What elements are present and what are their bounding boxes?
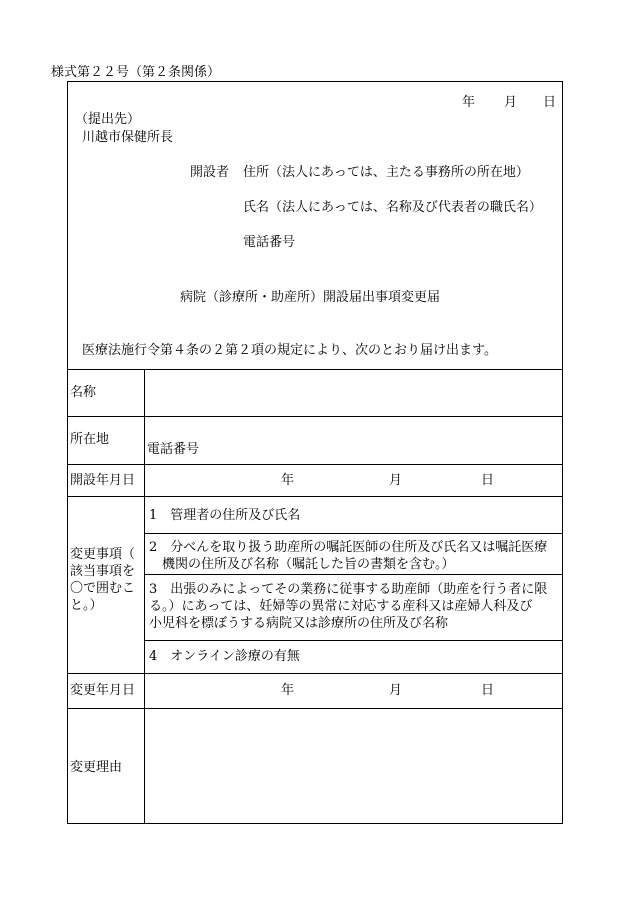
change-day-label: 日 <box>481 683 495 698</box>
phone-label: 電話番号 <box>243 235 296 250</box>
name-row-label: 名称 <box>70 385 97 400</box>
applicant-label: 開設者 <box>190 165 230 180</box>
change-item-text: る。）にあっては、妊婦等の異常に対応する産科又は産婦人科及び <box>149 599 533 614</box>
row-divider <box>67 416 563 417</box>
row-divider <box>67 708 563 709</box>
change-items-label-line: 変更事項（ <box>70 547 136 562</box>
change-item-text: 小児科を標ぼうする病院又は診療所の住所及び名称 <box>149 616 449 631</box>
change-year-label: 年 <box>281 683 295 698</box>
change-item-text: 2 分べんを取り扱う助産所の嘱託医師の住所及び氏名又は嘱託医療 <box>149 540 548 555</box>
change-item-text: 1 管理者の住所及び氏名 <box>149 508 301 523</box>
date-year-label: 年 <box>462 95 476 110</box>
date-day-label: 日 <box>543 95 557 110</box>
location-row-label: 所在地 <box>70 432 110 447</box>
date-month-label: 月 <box>504 95 518 110</box>
sub-row-divider <box>144 640 563 641</box>
label-column-divider <box>144 369 145 824</box>
location-phone-label: 電話番号 <box>147 442 200 457</box>
change-date-label: 変更年月日 <box>70 683 136 698</box>
change-items-label-line: 〇で囲むこ <box>70 581 136 596</box>
sub-row-divider <box>144 533 563 534</box>
change-items-label-line: 該当事項を <box>70 564 136 579</box>
form-title: 病院（診療所・助産所）開設届出事項変更届 <box>180 290 441 305</box>
change-item-1[interactable] <box>149 507 300 524</box>
sub-row-divider <box>144 574 563 575</box>
row-divider <box>67 496 563 497</box>
form-frame <box>67 81 563 824</box>
opening-year-label: 年 <box>281 473 295 488</box>
opening-date-label: 開設年月日 <box>70 473 136 488</box>
change-item-text: 3 出張のみによってその業務に従事する助産師（助産を行う者に限 <box>149 582 548 597</box>
change-item-text: 機関の住所及び名称（嘱託した旨の書類を含む。） <box>149 557 455 572</box>
row-divider <box>67 464 563 465</box>
name-label: 氏名（法人にあっては、名称及び代表者の職氏名） <box>243 200 542 215</box>
change-item-text: 4 オンライン診療の有無 <box>149 649 300 664</box>
table-top-line <box>67 369 563 370</box>
form-number: 様式第２２号（第２条関係） <box>51 65 221 80</box>
change-item-4[interactable] <box>149 648 300 665</box>
change-item-2[interactable] <box>149 539 547 573</box>
statement: 医療法施行令第４条の２第２項の規定により、次のとおり届け出ます。 <box>82 343 497 358</box>
change-item-3[interactable] <box>149 581 547 632</box>
addressee: 川越市保健所長 <box>82 130 174 145</box>
row-divider <box>67 673 563 674</box>
change-items-label <box>70 546 135 614</box>
submission-to-label: （提出先） <box>75 112 141 127</box>
opening-month-label: 月 <box>389 473 403 488</box>
opening-day-label: 日 <box>481 473 495 488</box>
change-items-label-line: と。） <box>70 598 103 613</box>
address-label: 住所（法人にあっては、主たる事務所の所在地） <box>243 165 529 180</box>
change-month-label: 月 <box>389 683 403 698</box>
reason-label: 変更理由 <box>70 760 123 775</box>
